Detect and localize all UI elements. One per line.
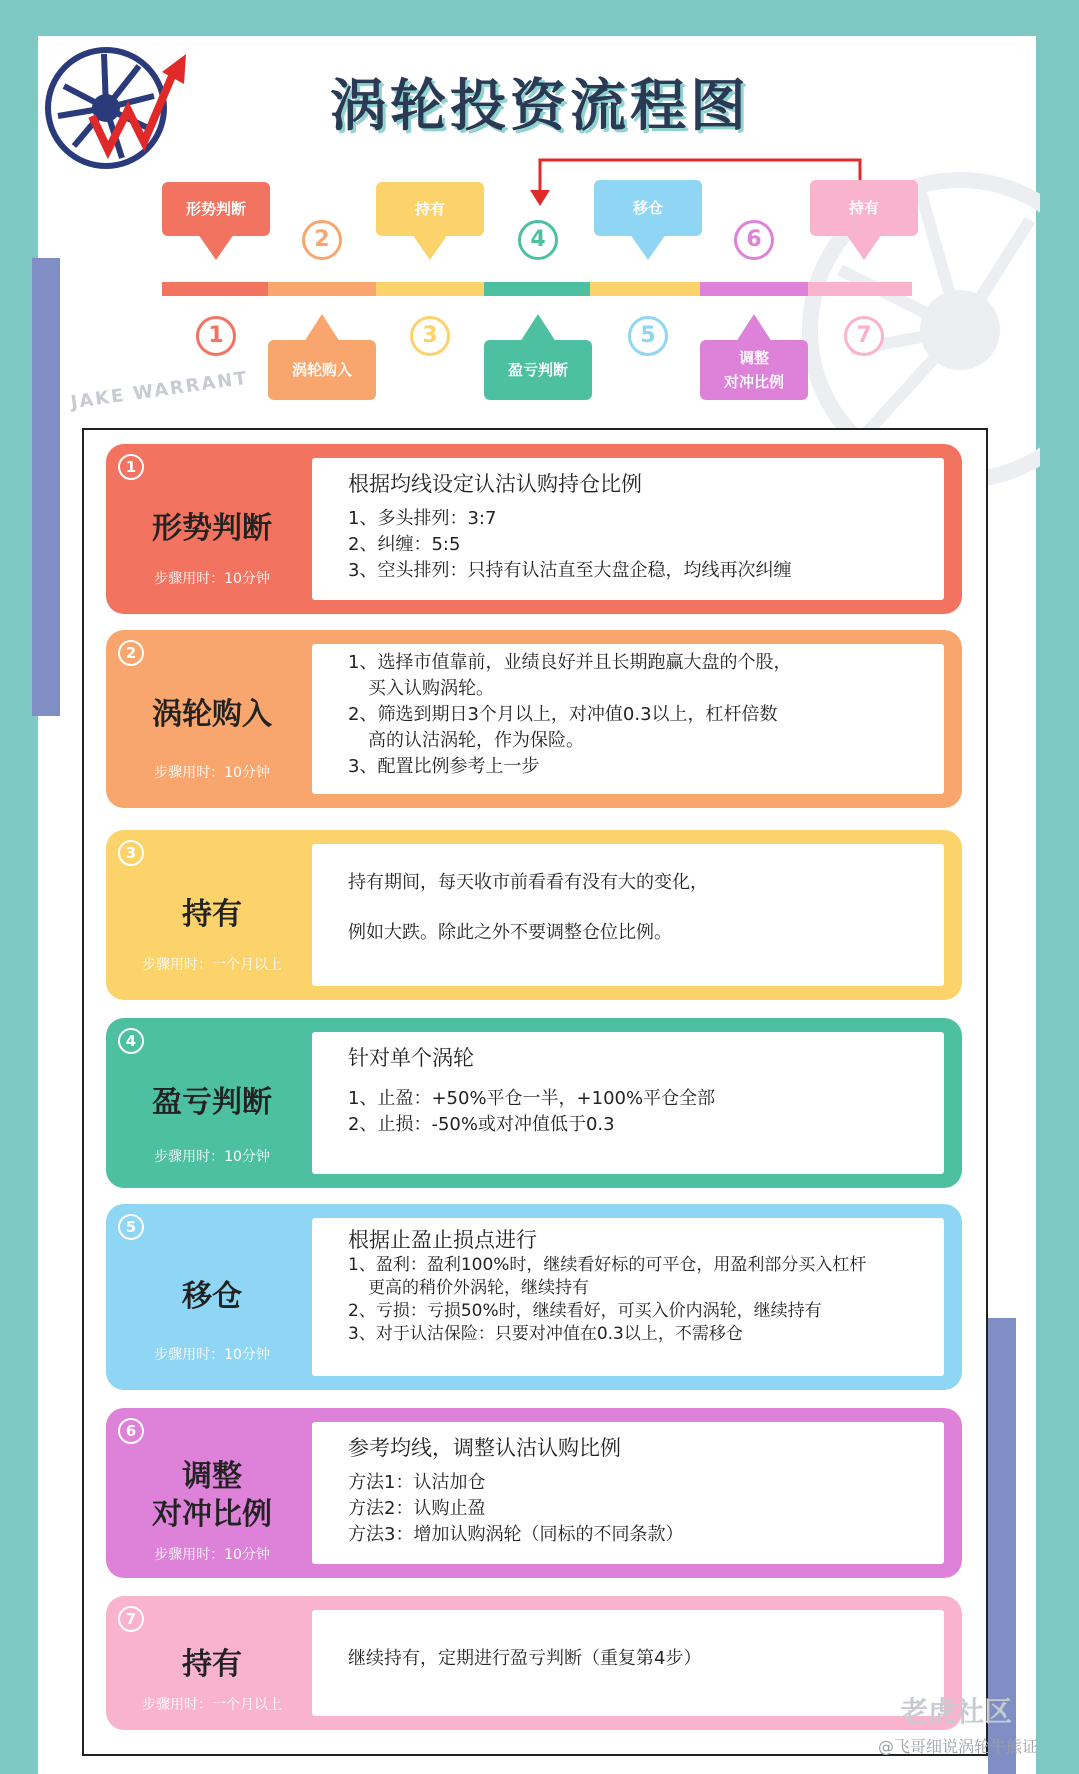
page-title: 涡轮投资流程图: [330, 74, 750, 139]
step-detail-heading: 针对单个涡轮: [348, 1046, 474, 1070]
timeline-segment-4: [484, 282, 590, 296]
flow-label-6: [700, 340, 808, 400]
step-detail-line: 买入认购涡轮。: [368, 678, 494, 699]
step-name: 调整: [182, 1459, 242, 1494]
step-detail-line: 方法3：增加认购涡轮（同标的不同条款）: [348, 1524, 684, 1545]
step-time: 步骤用时：10分钟: [154, 1547, 270, 1563]
step-number: 2: [118, 640, 144, 666]
watermark-text: JAKE WARRANT: [69, 367, 250, 414]
step-detail-line: 2、纠缠：5:5: [348, 534, 461, 555]
timeline-segment-6: [700, 282, 808, 296]
flow-number-3: 3: [410, 316, 450, 356]
timeline-segment-1: [162, 282, 268, 296]
step-name: 涡轮购入: [152, 697, 272, 732]
step-detail-heading: 根据均线设定认沽认购持仓比例: [348, 472, 642, 496]
flow-label-4: 盈亏判断: [484, 340, 592, 400]
step-number: 7: [118, 1606, 144, 1632]
step-time: 步骤用时：10分钟: [154, 1347, 270, 1363]
flow-number-6: 6: [734, 220, 774, 260]
author-watermark: @飞哥细说涡轮牛熊证: [878, 1737, 1039, 1756]
flow-number-7: 7: [844, 316, 884, 356]
step-detail-line: 例如大跌。除此之外不要调整仓位比例。: [348, 922, 672, 943]
step-detail-line: 高的认沽涡轮，作为保险。: [368, 730, 584, 751]
step-time: 步骤用时：10分钟: [154, 1149, 270, 1165]
flow-timeline: [0, 0, 1079, 420]
flow-number-5: 5: [628, 316, 668, 356]
step-card-5: [106, 1204, 962, 1390]
step-name-line2: 对冲比例: [152, 1497, 272, 1532]
step-detail-heading: 参考均线，调整认沽认购比例: [348, 1436, 621, 1460]
step-number: 4: [118, 1028, 144, 1054]
step-number: 1: [118, 454, 144, 480]
step-detail-line: 1、盈利：盈利100%时，继续看好标的可平仓，用盈利部分买入杠杆: [348, 1255, 867, 1275]
step-card-3: [106, 830, 962, 1000]
step-card-1: [106, 444, 962, 614]
community-watermark: 老虎社区: [900, 1695, 1013, 1728]
step-detail-line: 2、筛选到期日3个月以上，对冲值0.3以上，杠杆倍数: [348, 704, 778, 725]
step-detail-line: 3、对于认沽保险：只要对冲值在0.3以上，不需移仓: [348, 1324, 743, 1344]
timeline-segment-2: [268, 282, 376, 296]
flow-label-7: 持有: [810, 180, 918, 236]
step-detail-line: 2、亏损：亏损50%时，继续看好，可买入价内涡轮，继续持有: [348, 1301, 822, 1321]
step-name: 形势判断: [152, 511, 272, 546]
step-time: 步骤用时：10分钟: [154, 765, 270, 781]
timeline-segment-3: [376, 282, 484, 296]
flow-label-5: 移仓: [594, 180, 702, 236]
flow-label-2: 涡轮购入: [268, 340, 376, 400]
flow-label-3: 持有: [376, 182, 484, 236]
step-detail-box: [312, 1032, 944, 1174]
step-detail-line: 持有期间，每天收市前看看有没有大的变化，: [348, 872, 708, 893]
step-detail-line: 继续持有，定期进行盈亏判断（重复第4步）: [348, 1648, 702, 1669]
step-detail-line: 方法2：认购止盈: [348, 1498, 486, 1519]
step-card-2: [106, 630, 962, 808]
step-detail-line: 2、止损：-50%或对冲值低于0.3: [348, 1114, 615, 1135]
flow-number-1: 1: [196, 316, 236, 356]
step-number: 3: [118, 840, 144, 866]
step-detail-box: [312, 1218, 944, 1376]
step-detail-line: 3、空头排列：只持有认沽直至大盘企稳，均线再次纠缠: [348, 560, 792, 581]
timeline-segment-5: [590, 282, 700, 296]
step-time: 步骤用时：10分钟: [154, 571, 270, 587]
step-detail-line: 更高的稍价外涡轮，继续持有: [368, 1278, 589, 1298]
step-detail-box: [312, 458, 944, 600]
flow-label-1: 形势判断: [162, 182, 270, 236]
flow-number-4: 4: [518, 220, 558, 260]
step-card-7: [106, 1596, 962, 1730]
step-detail-line: 3、配置比例参考上一步: [348, 756, 540, 777]
flow-label-6-line2: 对冲比例: [723, 373, 784, 391]
step-name: 持有: [182, 897, 242, 932]
step-detail-line: 方法1：认沽加仓: [348, 1472, 486, 1493]
step-name: 持有: [182, 1647, 242, 1682]
step-name: 移仓: [182, 1279, 242, 1314]
step-detail-line: 1、多头排列：3:7: [348, 508, 497, 529]
step-number: 6: [118, 1418, 144, 1444]
step-detail-line: 1、止盈：+50%平仓一半，+100%平仓全部: [348, 1088, 716, 1109]
step-detail-line: 1、选择市值靠前，业绩良好并且长期跑赢大盘的个股，: [348, 652, 792, 673]
step-card-4: [106, 1018, 962, 1188]
step-card-6: [106, 1408, 962, 1578]
step-detail-heading: 根据止盈止损点进行: [348, 1228, 537, 1252]
timeline-segment-7: [808, 282, 912, 296]
step-detail-box: [312, 844, 944, 986]
step-name: 盈亏判断: [152, 1085, 272, 1120]
step-detail-box: [312, 1610, 944, 1716]
flow-label-6-line1: 调整: [738, 349, 769, 367]
step-time: 步骤用时：一个月以上: [142, 957, 282, 973]
step-number: 5: [118, 1214, 144, 1240]
step-detail-box: [312, 644, 944, 794]
flow-number-2: 2: [302, 220, 342, 260]
step-detail-box: [312, 1422, 944, 1564]
step-time: 步骤用时：一个月以上: [142, 1697, 282, 1713]
